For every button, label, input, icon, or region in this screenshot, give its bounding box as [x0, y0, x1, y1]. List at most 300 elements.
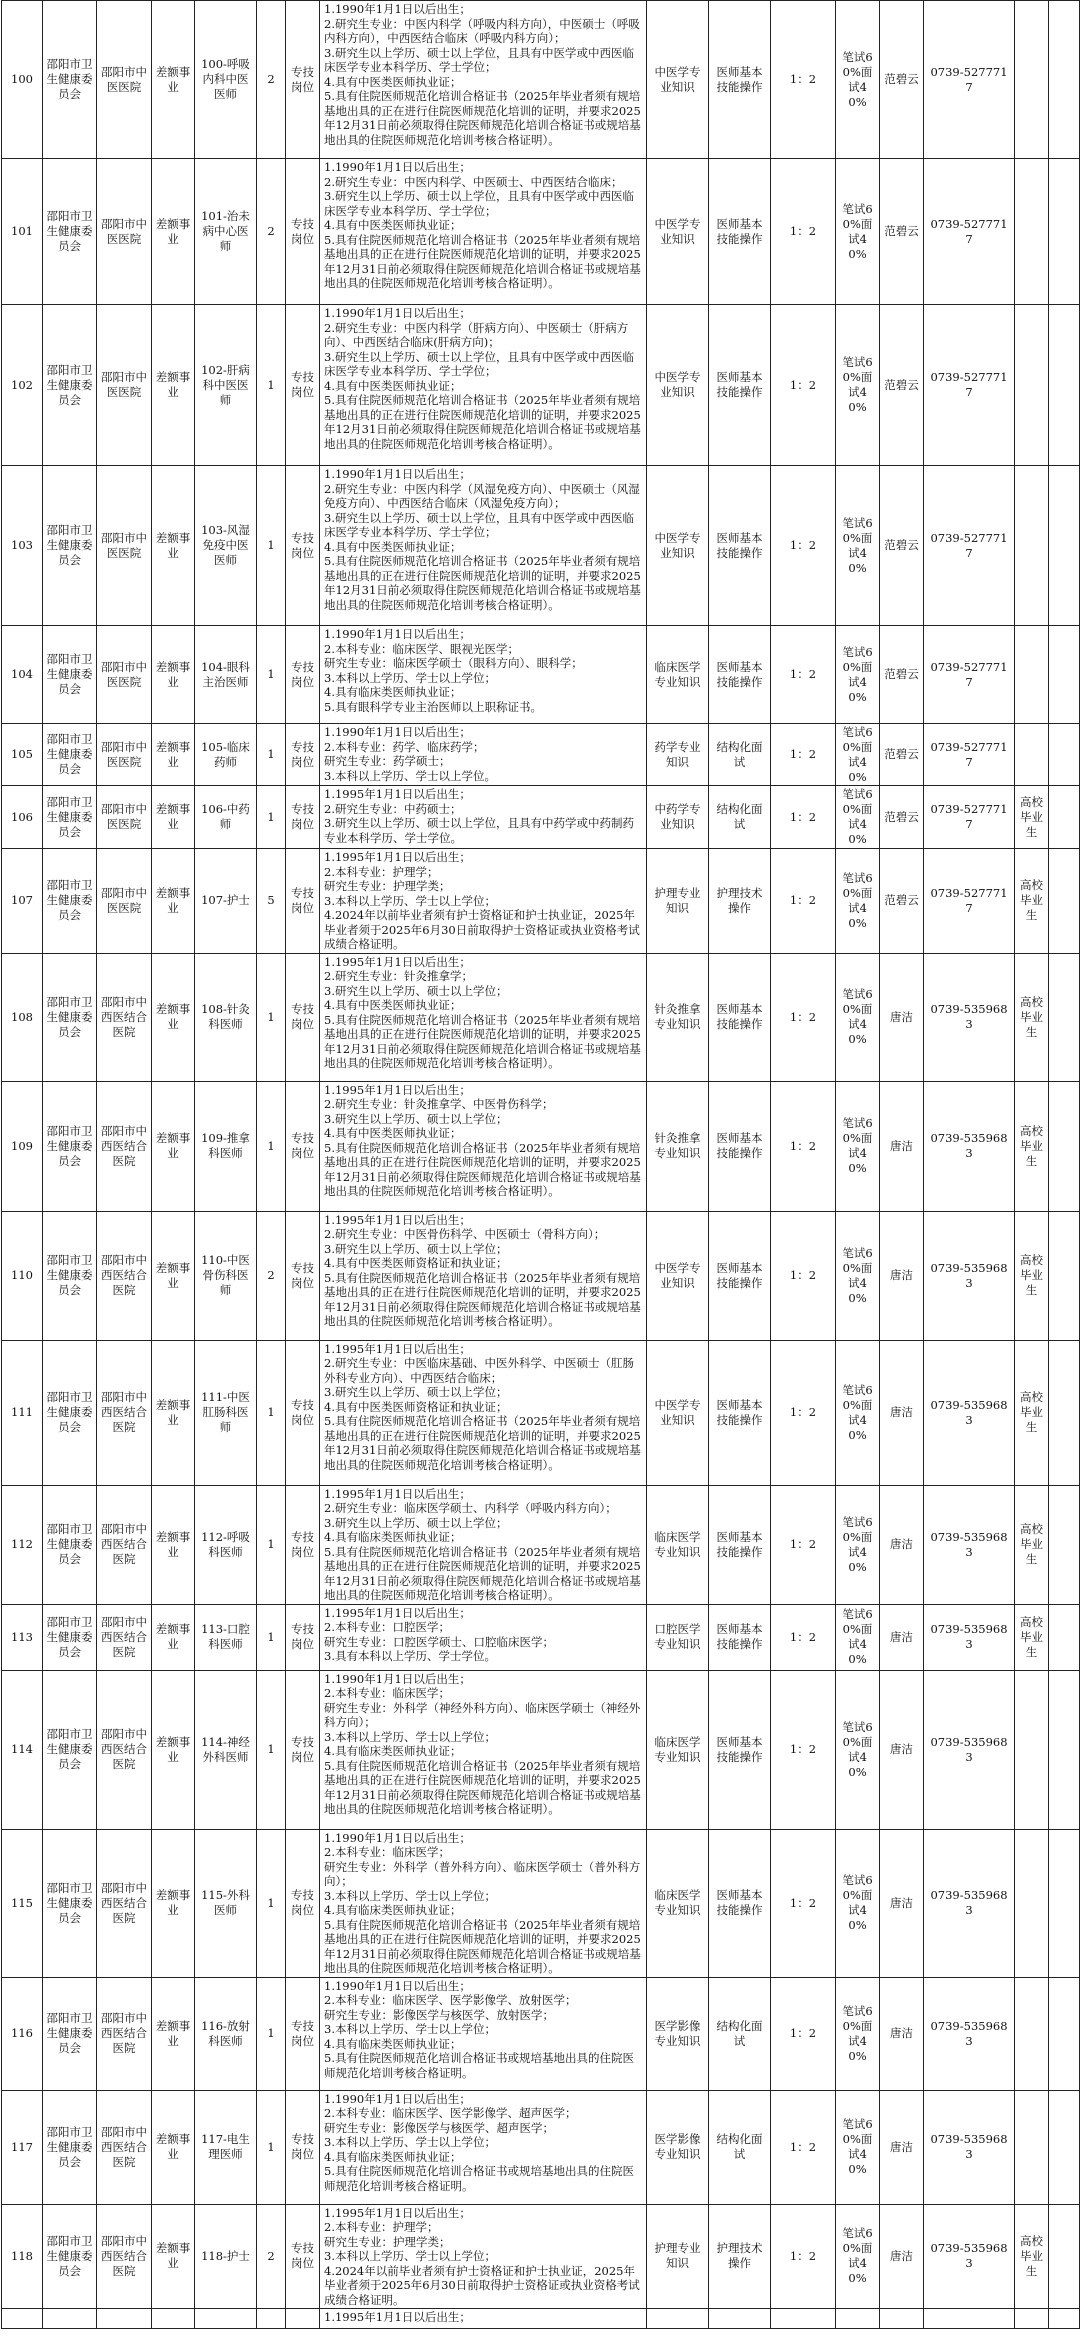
headcount-cell: 1	[257, 1485, 286, 1604]
table-row	[2, 1604, 1080, 1670]
department-cell: 邵阳市卫生健康委员会	[43, 724, 97, 786]
post-name-cell: 113-口腔科医师	[195, 1604, 257, 1670]
requirement-line: 5.具有住院医师规范化培训合格证书或规培基地出具的住院医师规范化培训考核合格证明。	[324, 2164, 634, 2193]
funding-type-cell: 差额事业	[152, 2204, 195, 2309]
post-name-cell: 115-外科医师	[195, 1829, 257, 1977]
funding-type-cell: 差额事业	[152, 724, 195, 786]
blank-cell	[1049, 1670, 1080, 1829]
unit-cell	[97, 2309, 152, 2329]
requirement-line: 3.本科以上学历、学士以上学位；	[324, 2022, 496, 2036]
score-weight-cell: 笔试60%面试40%	[836, 626, 880, 724]
written-exam-cell: 中医学专业知识	[647, 466, 709, 626]
phone-cell: 0739-5277717	[924, 786, 1015, 849]
note-cell: 高校毕业生	[1015, 849, 1049, 954]
interview-method-cell: 医师基本技能操作	[709, 1340, 771, 1485]
note-cell	[1015, 2090, 1049, 2204]
requirement-line: 1.1995年1月1日以后出生；	[324, 787, 471, 801]
row-number: 108	[2, 953, 43, 1081]
post-category-cell: 专技岗位	[286, 626, 320, 724]
requirement-line: 5.具有住院医师规范化培训合格证书（2025年毕业者须有规培基地出具的正在进行住院医师规范化培训的证明，并要求2025年12月31日前必须取得住院医师规范化培训合格证书或规培基地出具的住院医师规范化培训考核合格证明）。	[324, 1270, 641, 1328]
table-row	[2, 305, 1080, 466]
post-name-cell: 105-临床药师	[195, 724, 257, 786]
post-name-cell: 106-中药师	[195, 786, 257, 849]
department-cell: 邵阳市卫生健康委员会	[43, 626, 97, 724]
ratio-cell: 1：2	[771, 1670, 836, 1829]
requirement-line: 3.研究生以上学历、硕士以上学位；	[324, 1385, 508, 1399]
headcount-cell: 1	[257, 1081, 286, 1211]
score-weight-cell: 笔试60%面试40%	[836, 1, 880, 159]
post-name-cell: 116-放射科医师	[195, 1977, 257, 2090]
written-exam-cell: 中医学专业知识	[647, 305, 709, 466]
unit-cell: 邵阳市中西医结合医院	[97, 1604, 152, 1670]
contact-cell: 范碧云	[880, 626, 924, 724]
headcount-cell: 1	[257, 786, 286, 849]
requirement-line: 3.研究生以上学历、硕士以上学位；	[324, 983, 508, 998]
headcount-cell	[257, 2309, 286, 2329]
score-weight-cell: 笔试60%面试40%	[836, 1829, 880, 1977]
requirement-line: 4.具有中医类医师执业证；	[324, 74, 462, 89]
requirement-line: 4.具有中医类医师执业证；	[324, 218, 462, 232]
requirement-line: 1.1990年1月1日以后出生；	[324, 2091, 471, 2106]
written-exam-cell: 中医学专业知识	[647, 1340, 709, 1485]
unit-cell: 邵阳市中西医结合医院	[97, 2090, 152, 2204]
requirements-cell	[320, 159, 647, 305]
contact-cell: 唐洁	[880, 1977, 924, 2090]
department-cell: 邵阳市卫生健康委员会	[43, 786, 97, 849]
phone-cell: 0739-5277717	[924, 466, 1015, 626]
unit-cell: 邵阳市中西医结合医院	[97, 1829, 152, 1977]
headcount-cell: 2	[257, 1211, 286, 1340]
requirement-line: 1.1990年1月1日以后出生；	[324, 306, 471, 320]
row-number: 101	[2, 159, 43, 305]
written-exam-cell: 中医学专业知识	[647, 1211, 709, 1340]
post-category-cell: 专技岗位	[286, 1604, 320, 1670]
score-weight-cell: 笔试60%面试40%	[836, 1670, 880, 1829]
score-weight-cell: 笔试60%面试40%	[836, 724, 880, 786]
post-category-cell: 专技岗位	[286, 1829, 320, 1977]
headcount-cell: 1	[257, 724, 286, 786]
written-exam-cell: 医学影像专业知识	[647, 2090, 709, 2204]
table-row	[2, 1829, 1080, 1977]
table-row	[2, 1485, 1080, 1604]
table-row	[2, 1, 1080, 159]
job-table	[1, 0, 1080, 2329]
requirement-line: 4.具有临床类医师执业证；	[324, 685, 462, 699]
requirement-line: 3.研究生以上学历、硕士以上学位，且具有中医学或中西医临床医学专业本科学历、学士学位；	[324, 45, 634, 74]
requirement-line: 2.本科专业：护理学；	[324, 864, 439, 879]
unit-cell: 邵阳市中医医院	[97, 305, 152, 466]
interview-method-cell: 医师基本技能操作	[709, 1485, 771, 1604]
contact-cell: 唐洁	[880, 1604, 924, 1670]
department-cell: 邵阳市卫生健康委员会	[43, 1340, 97, 1485]
requirement-line: 2.研究生专业：中医临床基础、中医外科学、中医硕士（肛肠外科专业方向）、中西医结合临床；	[324, 1356, 634, 1385]
requirement-line: 1.1990年1月1日以后出生；	[324, 1978, 471, 1993]
interview-method-cell: 医师基本技能操作	[709, 1211, 771, 1340]
contact-cell: 唐洁	[880, 2090, 924, 2204]
headcount-cell: 1	[257, 2090, 286, 2204]
requirement-line: 5.具有住院医师规范化培训合格证书（2025年毕业者须有规培基地出具的正在进行住院医师规范化培训的证明，并要求2025年12月31日前必须取得住院医师规范化培训合格证书或规培基地出具的住院医师规范化培训考核合格证明）。	[324, 1140, 641, 1198]
post-category-cell: 专技岗位	[286, 466, 320, 626]
department-cell	[43, 2309, 97, 2329]
blank-cell	[1049, 1604, 1080, 1670]
requirements-cell	[320, 466, 647, 626]
interview-method-cell: 医师基本技能操作	[709, 1081, 771, 1211]
post-name-cell: 118-护士	[195, 2204, 257, 2309]
written-exam-cell: 药学专业知识	[647, 724, 709, 786]
requirement-line: 4.2024年以前毕业者须有护士资格证和护士执业证，2025年毕业者须于2025年6月30日前取得护士资格证或执业资格考试成绩合格证明。	[324, 908, 640, 951]
headcount-cell: 1	[257, 1670, 286, 1829]
department-cell: 邵阳市卫生健康委员会	[43, 1829, 97, 1977]
headcount-cell: 1	[257, 953, 286, 1081]
interview-method-cell: 结构化面试	[709, 724, 771, 786]
ratio-cell: 1：2	[771, 1081, 836, 1211]
requirement-line: 3.研究生以上学历、硕士以上学位，且具有中医学或中西医临床医学专业本科学历、学士学位；	[324, 349, 634, 378]
contact-cell: 范碧云	[880, 724, 924, 786]
blank-cell	[1049, 2309, 1080, 2329]
unit-cell: 邵阳市中西医结合医院	[97, 2204, 152, 2309]
table-row	[2, 1977, 1080, 2090]
row-number: 100	[2, 1, 43, 159]
written-exam-cell: 口腔医学专业知识	[647, 1604, 709, 1670]
table-row	[2, 2309, 1080, 2329]
row-number	[2, 2309, 43, 2329]
phone-cell: 0739-5359683	[924, 2204, 1015, 2309]
contact-cell: 唐洁	[880, 2204, 924, 2309]
requirement-line: 1.1995年1月1日以后出生；	[324, 2205, 471, 2220]
requirement-line: 5.具有住院医师规范化培训合格证书（2025年毕业者须有规培基地出具的正在进行住院医师规范化培训的证明，并要求2025年12月31日前必须取得住院医师规范化培训合格证书或规培基地出具的住院医师规范化培训考核合格证明）。	[324, 1544, 641, 1602]
requirement-line: 研究生专业：外科学（普外科方向）、临床医学硕士（普外科方向）；	[324, 1859, 641, 1888]
unit-cell: 邵阳市中医医院	[97, 1, 152, 159]
requirement-line: 1.1995年1月1日以后出生；	[324, 1212, 471, 1227]
post-name-cell: 101-治未病中心医师	[195, 159, 257, 305]
requirements-cell	[320, 2309, 647, 2329]
headcount-cell: 1	[257, 1977, 286, 2090]
requirements-cell	[320, 1081, 647, 1211]
requirements-cell	[320, 2204, 647, 2309]
score-weight-cell: 笔试60%面试40%	[836, 1340, 880, 1485]
contact-cell: 范碧云	[880, 159, 924, 305]
funding-type-cell: 差额事业	[152, 786, 195, 849]
contact-cell: 范碧云	[880, 305, 924, 466]
post-category-cell: 专技岗位	[286, 2090, 320, 2204]
phone-cell	[924, 2309, 1015, 2329]
requirements-cell	[320, 953, 647, 1081]
requirement-line: 2.研究生专业：中医内科学（肝病方向）、中医硕士（肝病方向）、中西医结合临床(肝病方向)；	[324, 320, 629, 349]
post-category-cell: 专技岗位	[286, 2204, 320, 2309]
blank-cell	[1049, 2090, 1080, 2204]
blank-cell	[1049, 1, 1080, 159]
blank-cell	[1049, 786, 1080, 849]
requirement-line: 2.研究生专业：临床医学硕士、内科学（呼吸内科方向）；	[324, 1501, 617, 1515]
table-row	[2, 953, 1080, 1081]
requirement-line: 1.1995年1月1日以后出生；	[324, 1486, 471, 1501]
note-cell	[1015, 159, 1049, 305]
ratio-cell: 1：2	[771, 786, 836, 849]
headcount-cell: 2	[257, 1, 286, 159]
requirement-line: 4.具有中医类医师执业证；	[324, 1126, 462, 1140]
requirement-line: 1.1995年1月1日以后出生；	[324, 2310, 471, 2324]
written-exam-cell: 中药学专业知识	[647, 786, 709, 849]
post-category-cell: 专技岗位	[286, 1485, 320, 1604]
post-name-cell: 104-眼科主治医师	[195, 626, 257, 724]
requirement-line: 5.具有眼科学专业主治医师以上职称证书。	[324, 699, 542, 714]
note-cell	[1015, 1670, 1049, 1829]
requirement-line: 3.本科以上学历、学士以上学位；	[324, 893, 496, 908]
table-row	[2, 626, 1080, 724]
note-cell: 高校毕业生	[1015, 1081, 1049, 1211]
ratio-cell: 1：2	[771, 953, 836, 1081]
score-weight-cell: 笔试60%面试40%	[836, 953, 880, 1081]
interview-method-cell: 护理技术操作	[709, 2204, 771, 2309]
headcount-cell: 5	[257, 849, 286, 954]
ratio-cell: 1：2	[771, 849, 836, 954]
headcount-cell: 1	[257, 466, 286, 626]
requirement-line: 1.1990年1月1日以后出生；	[324, 467, 471, 481]
ratio-cell: 1：2	[771, 159, 836, 305]
phone-cell: 0739-5359683	[924, 1829, 1015, 1977]
interview-method-cell: 结构化面试	[709, 2090, 771, 2204]
contact-cell	[880, 2309, 924, 2329]
unit-cell: 邵阳市中医医院	[97, 159, 152, 305]
requirements-cell	[320, 1670, 647, 1829]
ratio-cell: 1：2	[771, 1604, 836, 1670]
requirement-line: 1.1990年1月1日以后出生；	[324, 627, 471, 641]
note-cell: 高校毕业生	[1015, 1211, 1049, 1340]
row-number: 116	[2, 1977, 43, 2090]
requirement-line: 5.具有住院医师规范化培训合格证书（2025年毕业者须有规培基地出具的正在进行住院医师规范化培训的证明，并要求2025年12月31日前必须取得住院医师规范化培训合格证书或规培基地出具的住院医师规范化培训考核合格证明）。	[324, 1917, 641, 1975]
interview-method-cell: 结构化面试	[709, 1977, 771, 2090]
contact-cell: 唐洁	[880, 1340, 924, 1485]
score-weight-cell: 笔试60%面试40%	[836, 466, 880, 626]
funding-type-cell: 差额事业	[152, 1485, 195, 1604]
headcount-cell: 2	[257, 2204, 286, 2309]
funding-type-cell: 差额事业	[152, 1211, 195, 1340]
blank-cell	[1049, 466, 1080, 626]
contact-cell: 唐洁	[880, 1485, 924, 1604]
headcount-cell: 1	[257, 305, 286, 466]
post-category-cell: 专技岗位	[286, 1670, 320, 1829]
row-number: 102	[2, 305, 43, 466]
post-category-cell: 专技岗位	[286, 1081, 320, 1211]
requirement-line: 5.具有住院医师规范化培训合格证书（2025年毕业者须有规培基地出具的正在进行住院医师规范化培训的证明，并要求2025年12月31日前必须取得住院医师规范化培训合格证书或规培基地出具的住院医师规范化培训考核合格证明）。	[324, 1414, 641, 1472]
requirement-line: 3.研究生以上学历、硕士以上学位，且具有中药学或中药制药专业本科学历、学士学位。	[324, 816, 634, 845]
unit-cell: 邵阳市中医医院	[97, 626, 152, 724]
score-weight-cell: 笔试60%面试40%	[836, 1211, 880, 1340]
row-number: 114	[2, 1670, 43, 1829]
department-cell: 邵阳市卫生健康委员会	[43, 2204, 97, 2309]
row-number: 103	[2, 466, 43, 626]
department-cell: 邵阳市卫生健康委员会	[43, 466, 97, 626]
interview-method-cell: 医师基本技能操作	[709, 1670, 771, 1829]
requirement-line: 5.具有住院医师规范化培训合格证书（2025年毕业者须有规培基地出具的正在进行住院医师规范化培训的证明，并要求2025年12月31日前必须取得住院医师规范化培训合格证书或规培基地出具的住院医师规范化培训考核合格证明）。	[324, 393, 641, 451]
ratio-cell: 1：2	[771, 1211, 836, 1340]
row-number: 111	[2, 1340, 43, 1485]
funding-type-cell: 差额事业	[152, 1, 195, 159]
row-number: 110	[2, 1211, 43, 1340]
interview-method-cell: 医师基本技能操作	[709, 1, 771, 159]
interview-method-cell: 结构化面试	[709, 786, 771, 849]
unit-cell: 邵阳市中西医结合医院	[97, 1485, 152, 1604]
table-row	[2, 2090, 1080, 2204]
ratio-cell: 1：2	[771, 1485, 836, 1604]
blank-cell	[1049, 953, 1080, 1081]
requirement-line: 研究生专业：护理学类；	[324, 2234, 451, 2249]
requirement-line: 1.1995年1月1日以后出生；	[324, 1605, 471, 1620]
unit-cell: 邵阳市中西医结合医院	[97, 1211, 152, 1340]
requirements-cell	[320, 1977, 647, 2090]
score-weight-cell: 笔试60%面试40%	[836, 1485, 880, 1604]
requirement-line: 4.具有临床类医师执业证；	[324, 1530, 462, 1544]
table-row	[2, 159, 1080, 305]
blank-cell	[1049, 1081, 1080, 1211]
requirement-line: 2.本科专业：药学、临床药学；	[324, 739, 485, 754]
funding-type-cell: 差额事业	[152, 2090, 195, 2204]
funding-type-cell	[152, 2309, 195, 2329]
requirement-line: 3.研究生以上学历、硕士以上学位；	[324, 1515, 508, 1530]
score-weight-cell: 笔试60%面试40%	[836, 1081, 880, 1211]
ratio-cell: 1：2	[771, 1, 836, 159]
requirement-line: 3.研究生以上学历、硕士以上学位；	[324, 1111, 508, 1126]
note-cell	[1015, 724, 1049, 786]
funding-type-cell: 差额事业	[152, 466, 195, 626]
contact-cell: 范碧云	[880, 849, 924, 954]
phone-cell: 0739-5359683	[924, 1081, 1015, 1211]
department-cell: 邵阳市卫生健康委员会	[43, 1670, 97, 1829]
contact-cell: 范碧云	[880, 466, 924, 626]
requirement-line: 5.具有住院医师规范化培训合格证书（2025年毕业者须有规培基地出具的正在进行住院医师规范化培训的证明，并要求2025年12月31日前必须取得住院医师规范化培训合格证书或规培基地出具的住院医师规范化培训考核合格证明）。	[324, 89, 641, 147]
note-cell	[1015, 1829, 1049, 1977]
requirement-line: 2.研究生专业：针灸推拿学、中医骨伤科学；	[324, 1097, 554, 1111]
department-cell: 邵阳市卫生健康委员会	[43, 159, 97, 305]
post-name-cell	[195, 2309, 257, 2329]
post-category-cell: 专技岗位	[286, 305, 320, 466]
row-number: 104	[2, 626, 43, 724]
score-weight-cell: 笔试60%面试40%	[836, 786, 880, 849]
unit-cell: 邵阳市中医医院	[97, 849, 152, 954]
department-cell: 邵阳市卫生健康委员会	[43, 305, 97, 466]
ratio-cell: 1：2	[771, 724, 836, 786]
funding-type-cell: 差额事业	[152, 159, 195, 305]
requirement-line: 2.本科专业：临床医学；	[324, 1686, 450, 1700]
department-cell: 邵阳市卫生健康委员会	[43, 1, 97, 159]
funding-type-cell: 差额事业	[152, 305, 195, 466]
unit-cell: 邵阳市中西医结合医院	[97, 1670, 152, 1829]
note-cell	[1015, 2309, 1049, 2329]
post-category-cell	[286, 2309, 320, 2329]
row-number: 105	[2, 724, 43, 786]
requirement-line: 2.本科专业：临床医学、医学影像学、超声医学；	[324, 2106, 577, 2120]
note-cell: 高校毕业生	[1015, 1485, 1049, 1604]
requirement-line: 研究生专业：口腔医学硕士、口腔临床医学；	[324, 1634, 554, 1649]
row-number: 117	[2, 2090, 43, 2204]
phone-cell: 0739-5277717	[924, 159, 1015, 305]
table-row	[2, 786, 1080, 849]
requirement-line: 1.1995年1月1日以后出生；	[324, 850, 471, 864]
requirement-line: 3.研究生以上学历、硕士以上学位，且具有中医学或中西医临床医学专业本科学历、学士学位；	[324, 510, 634, 539]
row-number: 109	[2, 1081, 43, 1211]
written-exam-cell: 中医学专业知识	[647, 1, 709, 159]
ratio-cell: 1：2	[771, 1977, 836, 2090]
department-cell: 邵阳市卫生健康委员会	[43, 953, 97, 1081]
unit-cell: 邵阳市中医医院	[97, 466, 152, 626]
note-cell: 高校毕业生	[1015, 953, 1049, 1081]
requirement-line: 4.具有中医类医师资格证和执业证；	[324, 1399, 508, 1414]
requirements-cell	[320, 1211, 647, 1340]
interview-method-cell: 医师基本技能操作	[709, 159, 771, 305]
requirement-line: 2.本科专业：口腔医学；	[324, 1620, 450, 1634]
post-category-cell: 专技岗位	[286, 786, 320, 849]
department-cell: 邵阳市卫生健康委员会	[43, 2090, 97, 2204]
note-cell	[1015, 305, 1049, 466]
funding-type-cell: 差额事业	[152, 1670, 195, 1829]
interview-method-cell	[709, 2309, 771, 2329]
phone-cell: 0739-5359683	[924, 1604, 1015, 1670]
requirement-line: 5.具有住院医师规范化培训合格证书（2025年毕业者须有规培基地出具的正在进行住院医师规范化培训的证明，并要求2025年12月31日前必须取得住院医师规范化培训合格证书或规培基地出具的住院医师规范化培训考核合格证明）。	[324, 1012, 641, 1070]
unit-cell: 邵阳市中西医结合医院	[97, 1081, 152, 1211]
post-name-cell: 100-呼吸内科中医医师	[195, 1, 257, 159]
department-cell: 邵阳市卫生健康委员会	[43, 1211, 97, 1340]
department-cell: 邵阳市卫生健康委员会	[43, 849, 97, 954]
requirement-line: 4.具有中医类医师执业证；	[324, 539, 462, 554]
post-name-cell: 109-推拿科医师	[195, 1081, 257, 1211]
requirement-line: 2.本科专业：临床医学、医学影像学、放射医学；	[324, 1993, 577, 2007]
funding-type-cell: 差额事业	[152, 1340, 195, 1485]
requirement-line: 4.具有中医类医师执业证；	[324, 378, 462, 393]
requirement-line: 4.2024年以前毕业者须有护士资格证和护士执业证，2025年毕业者须于2025年6月30日前取得护士资格证或执业资格考试成绩合格证明。	[324, 2263, 640, 2307]
requirement-line: 4.具有临床类医师执业证；	[324, 2149, 462, 2164]
score-weight-cell: 笔试60%面试40%	[836, 849, 880, 954]
score-weight-cell: 笔试60%面试40%	[836, 2204, 880, 2309]
interview-method-cell: 医师基本技能操作	[709, 305, 771, 466]
interview-method-cell: 医师基本技能操作	[709, 626, 771, 724]
phone-cell: 0739-5277717	[924, 849, 1015, 954]
requirements-cell	[320, 626, 647, 724]
table-row	[2, 1340, 1080, 1485]
written-exam-cell: 临床医学专业知识	[647, 1485, 709, 1604]
note-cell: 高校毕业生	[1015, 1604, 1049, 1670]
requirement-line: 3.研究生以上学历、硕士以上学位，且具有中医学或中西医临床医学专业本科学历、学士学位；	[324, 189, 634, 218]
ratio-cell	[771, 2309, 836, 2329]
post-category-cell: 专技岗位	[286, 953, 320, 1081]
post-category-cell: 专技岗位	[286, 159, 320, 305]
requirements-cell	[320, 1, 647, 159]
blank-cell	[1049, 1211, 1080, 1340]
table-row	[2, 849, 1080, 954]
blank-cell	[1049, 849, 1080, 954]
interview-method-cell: 护理技术操作	[709, 849, 771, 954]
row-number: 112	[2, 1485, 43, 1604]
table-row	[2, 724, 1080, 786]
note-cell	[1015, 1977, 1049, 2090]
note-cell: 高校毕业生	[1015, 2204, 1049, 2309]
ratio-cell: 1：2	[771, 2090, 836, 2204]
row-number: 107	[2, 849, 43, 954]
requirement-line: 5.具有住院医师规范化培训合格证书或规培基地出具的住院医师规范化培训考核合格证明。	[324, 2051, 634, 2080]
written-exam-cell: 中医学专业知识	[647, 159, 709, 305]
blank-cell	[1049, 1340, 1080, 1485]
post-name-cell: 110-中医骨伤科医师	[195, 1211, 257, 1340]
post-name-cell: 107-护士	[195, 849, 257, 954]
requirement-line: 1.1990年1月1日以后出生；	[324, 725, 471, 739]
note-cell	[1015, 466, 1049, 626]
requirement-line: 3.本科以上学历、学士以上学位；	[324, 1888, 496, 1903]
note-cell: 高校毕业生	[1015, 1340, 1049, 1485]
requirement-line: 1.1990年1月1日以后出生；	[324, 2, 471, 16]
phone-cell: 0739-5359683	[924, 1977, 1015, 2090]
requirement-line: 1.1995年1月1日以后出生；	[324, 954, 471, 969]
score-weight-cell: 笔试60%面试40%	[836, 1977, 880, 2090]
requirement-line: 3.具有本科以上学历、学士学位。	[324, 1649, 496, 1663]
